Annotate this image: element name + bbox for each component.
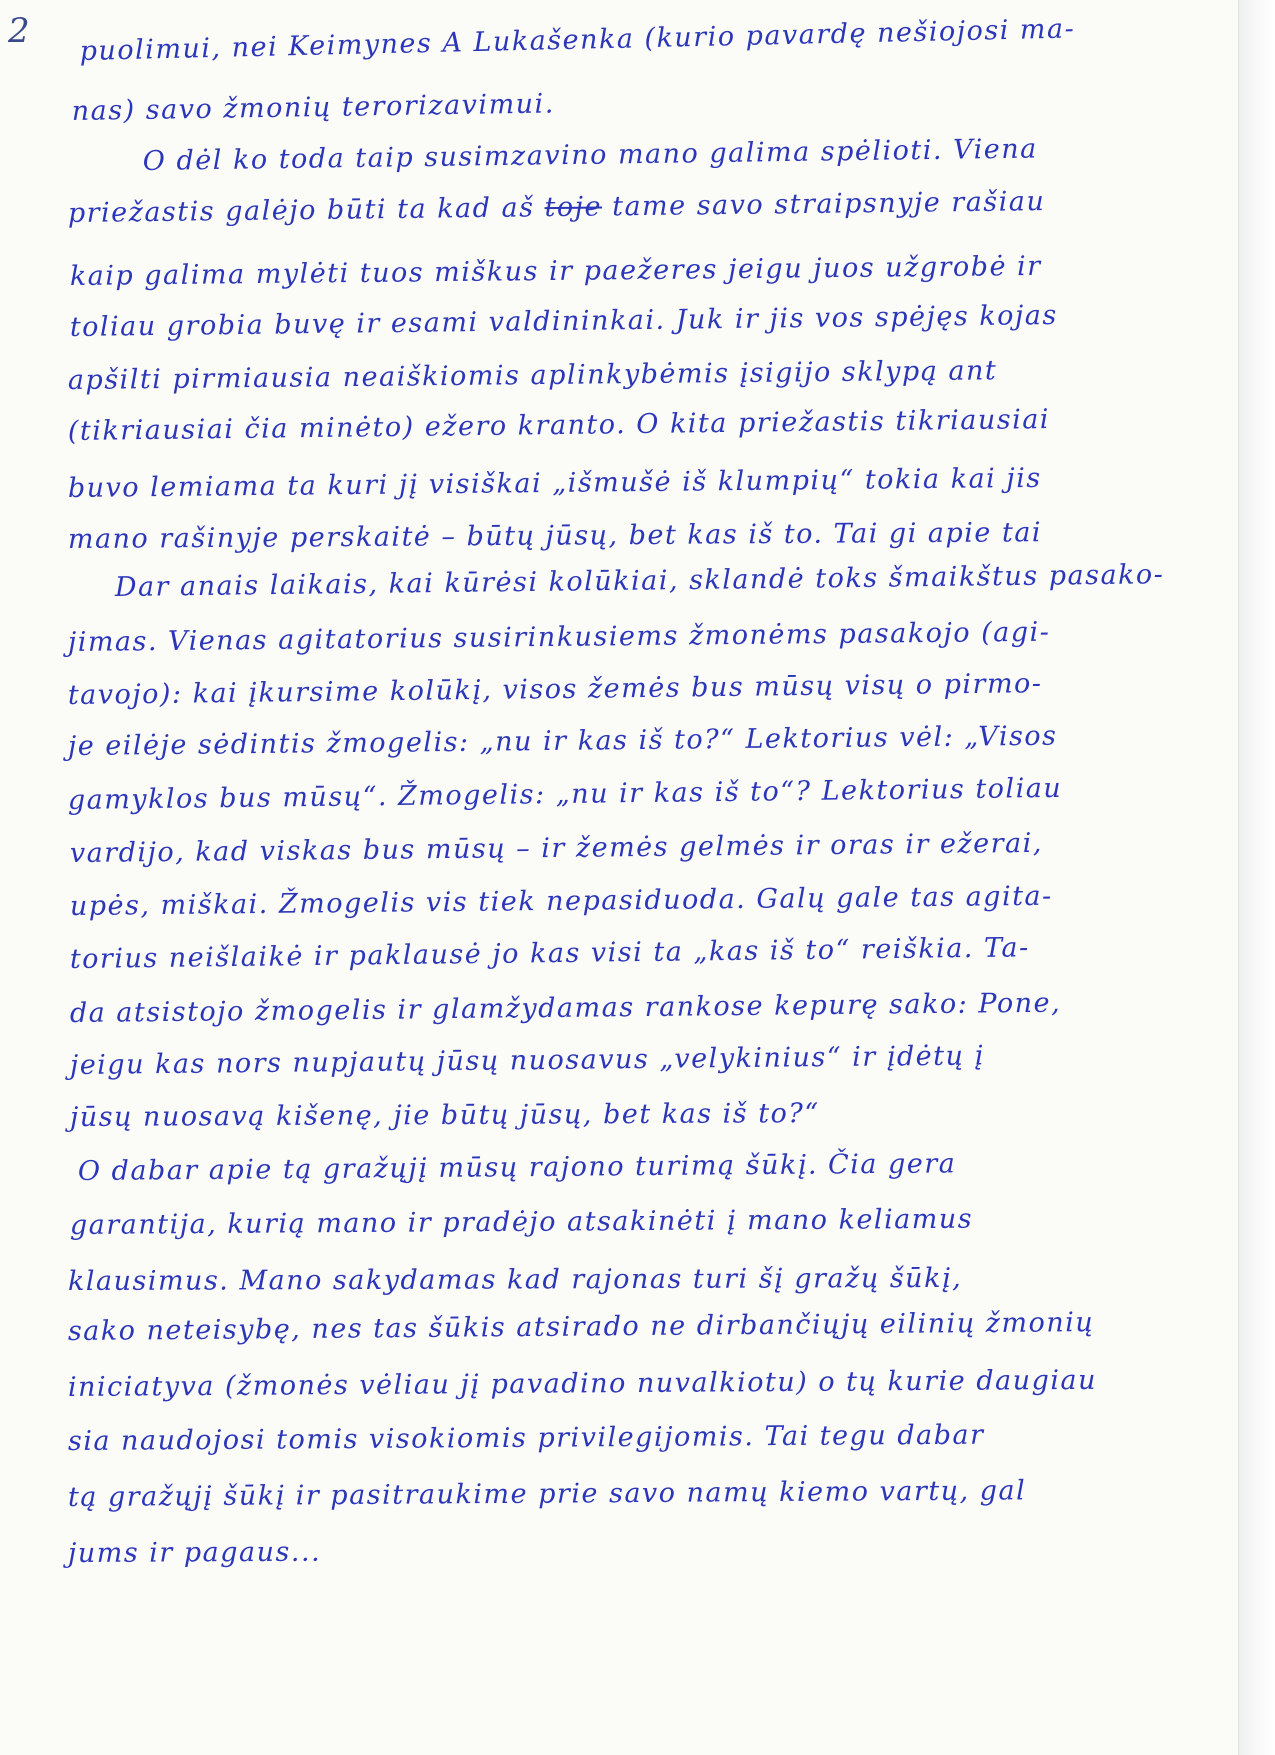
text-line: gamyklos bus mūsų“. Žmogelis: „nu ir kas iš to“? Lektorius toliau [67, 772, 1063, 816]
text-line: je eilėje sėdintis žmogelis: „nu ir kas iš to?“ Lektorius vėl: „Visos [67, 720, 1058, 762]
text-line: jeigu kas nors nupjautų jūsų nuosavus „velykinius“ ir įdėtų į [69, 1040, 985, 1081]
text-line: buvo lemiama ta kuri jį visiškai „išmušė iš klumpių“ tokia kai jis [67, 462, 1042, 504]
text-line: jums ir pagaus... [67, 1536, 322, 1569]
paragraph-start-line: Dar anais laikais, kai kūrėsi kolūkiai, sklandė toks šmaikštus pasako- [114, 559, 1165, 603]
text-line: puolimui, nei Keimynes A Lukašenka (kurio pavardę nešiojosi ma- [79, 13, 1076, 67]
text-line: tavojo): kai įkursime kolūkį, visos žemės bus mūsų visų o pirmo- [67, 668, 1043, 711]
text-line: tą gražųjį šūkį ir pasitraukime prie savo namų kiemo vartų, gal [67, 1475, 1027, 1513]
paragraph-start-line: O dėl ko toda taip susimzavino mano galima spėlioti. Viena [142, 133, 1038, 177]
text-line: sia naudojosi tomis visokiomis privilegijomis. Tai tegu dabar [67, 1419, 985, 1457]
text-line: (tikriausiai čia minėto) ežero kranto. O kita priežastis tikriausiai [67, 404, 1051, 447]
text-line: mano rašinyje perskaitė – būtų jūsų, bet kas iš to. Tai gi apie tai [67, 517, 1043, 555]
text-line: da atsistojo žmogelis ir glamžydamas rankose kepurę sako: Pone, [69, 987, 1062, 1029]
page-number: 2 [8, 11, 30, 51]
paragraph-start-line: O dabar apie tą gražųjį mūsų rajono turimą šūkį. Čia gera [77, 1148, 957, 1187]
text-line: klausimus. Mano sakydamas kad rajonas turi šį gražų šūkį, [67, 1262, 963, 1297]
text-line: jūsų nuosavą kišenę, jie būtų jūsų, bet kas iš to?“ [69, 1098, 820, 1133]
text-line: nas) savo žmonių terorizavimui. [71, 88, 556, 127]
text-line: upės, miškai. Žmogelis vis tiek nepasiduoda. Galų gale tas agita- [69, 880, 1053, 922]
text-line: sako neteisybę, nes tas šūkis atsirado ne dirbančiųjų eilinių žmonių [67, 1307, 1095, 1347]
text-line: iniciatyva (žmonės vėliau jį pavadino nuvalkiotu) o tų kurie daugiau [67, 1364, 1098, 1403]
text-line: vardijo, kad viskas bus mūsų – ir žemės gelmės ir oras ir ežerai, [69, 827, 1044, 869]
text-line: apšilti pirmiausia neaiškiomis aplinkybėmis įsigijo sklypą ant [67, 355, 998, 396]
text-line-part: tame savo straipsnyje rašiau [611, 186, 1046, 223]
text-line: garantija, kurią mano ir pradėjo atsakinėti į mano keliamus [69, 1203, 974, 1241]
text-line: jimas. Vienas agitatorius susirinkusiems žmonėms pasakojo (agi- [67, 616, 1051, 658]
text-line: kaip galima mylėti tuos miškus ir paežeres jeigu juos užgrobė ir [69, 250, 1042, 292]
text-line: toliau grobia buvę ir esami valdininkai. Juk ir jis vos spėjęs kojas [69, 299, 1058, 343]
text-line [68, 188, 1046, 227]
struck-out-word: toje [544, 191, 603, 224]
scanner-background-strip [1239, 0, 1275, 1755]
text-line: torius neišlaikė ir paklausė jo kas visi ta „kas iš to“ reiškia. Ta- [69, 932, 1030, 975]
text-line-part: priežastis galėjo būti ta kad aš [67, 192, 535, 229]
